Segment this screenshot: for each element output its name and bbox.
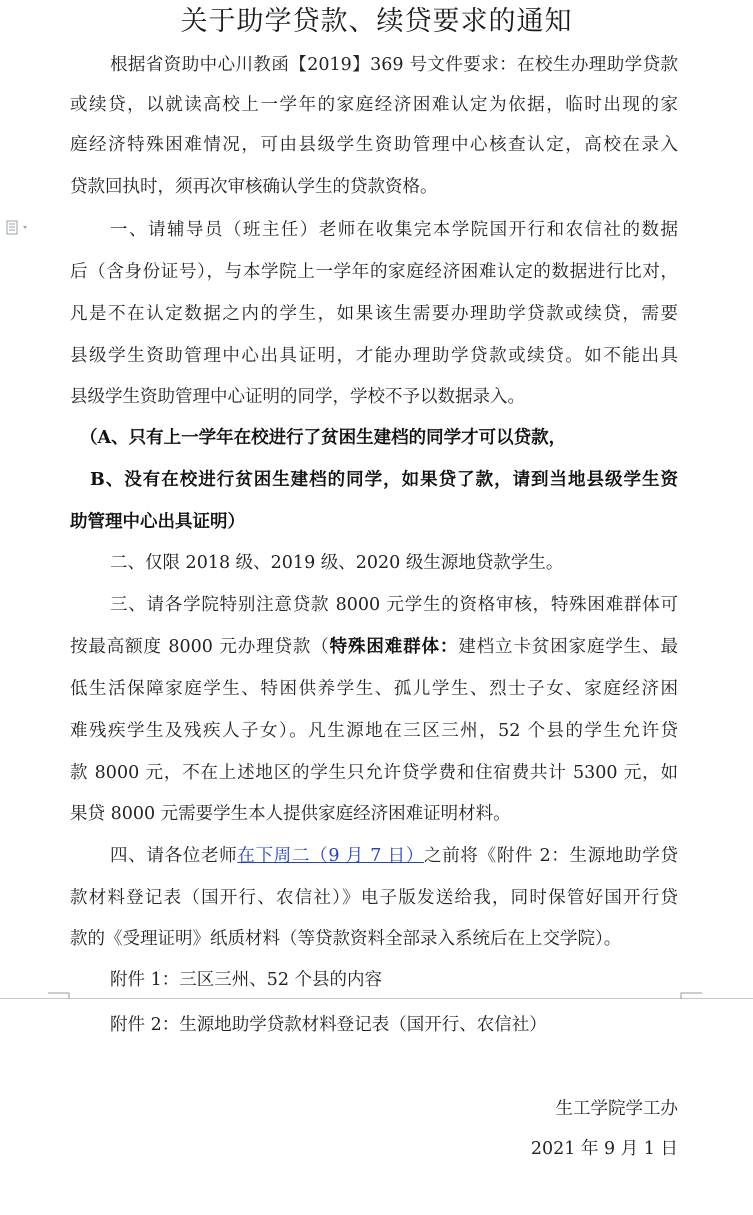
attachment-2: 附件 2：生源地助学贷款材料登记表（国开行、农信社）	[110, 1015, 547, 1035]
paragraph-4-line-2	[70, 632, 678, 662]
paragraph-1-line-4: 贷款回执时，须再次审核确认学生的贷款资格。	[70, 177, 438, 197]
paragraph-5-line-1-rest: 之前将《附件 2：生源地助学贷	[424, 846, 678, 866]
paragraph-2-line-4: 县级学生资助管理中心出具证明，才能办理助学贷款或续贷。如不能出具	[70, 346, 678, 366]
paragraph-4-line-3: 低生活保障家庭学生、特困供养学生、孤儿学生、烈士子女、家庭经济困	[70, 679, 678, 699]
paragraph-2-line-1: 一、请辅导员（班主任）老师在收集完本学院国开行和农信社的数据	[110, 220, 678, 240]
signature: 生工学院学工办	[555, 1099, 678, 1119]
paragraph-1-line-2: 或续贷，以就读高校上一学年的家庭经济困难认定为依据，临时出现的家	[70, 95, 678, 115]
paragraph-4-line-2-rest: 建档立卡贫困家庭学生、最	[458, 637, 678, 657]
deadline-link[interactable]: 在下周二（9 月 7 日）	[237, 846, 425, 866]
paragraph-4-line-2-text: 按最高额度 8000 元办理贷款（	[70, 637, 330, 657]
paragraph-4-line-1: 三、请各学院特别注意贷款 8000 元学生的资格审核，特殊困难群体可	[110, 595, 678, 615]
paragraph-5-line-1	[110, 841, 678, 871]
note-b-line-2: 助管理中心出具证明）	[70, 512, 245, 532]
attachment-1: 附件 1：三区三州、52 个县的内容	[110, 970, 383, 990]
paragraph-5-line-2: 款材料登记表（国开行、农信社）》电子版发送给我，同时保管好国开行贷	[70, 888, 678, 908]
paragraph-4-line-4: 难残疾学生及残疾人子女）。凡生源地在三区三州，52 个县的学生允许贷	[70, 721, 678, 741]
paragraph-2-line-3: 凡是不在认定数据之内的学生，如果该生需要办理助学贷款或续贷，需要	[70, 304, 678, 324]
paragraph-3: 二、仅限 2018 级、2019 级、2020 级生源地贷款学生。	[110, 553, 564, 573]
paragraph-4-line-5: 款 8000 元，不在上述地区的学生只允许贷学费和住宿费共计 5300 元，如	[70, 763, 678, 783]
document-comment-icon[interactable]	[6, 220, 36, 236]
paragraph-5-line-1-text: 四、请各位老师	[110, 846, 238, 866]
paragraph-1-line-3: 庭经济特殊困难情况，可由县级学生资助管理中心核查认定，高校在录入	[70, 135, 678, 155]
special-group-label: 特殊困难群体：	[329, 637, 459, 657]
paragraph-2-line-2: 后（含身份证号），与本学院上一学年的家庭经济困难认定的数据进行比对，	[70, 262, 678, 282]
document-date: 2021 年 9 月 1 日	[530, 1139, 678, 1159]
paragraph-4-line-6: 果贷 8000 元需要学生本人提供家庭经济困难证明材料。	[70, 804, 511, 824]
paragraph-2-line-5: 县级学生资助管理中心证明的同学，学校不予以数据录入。	[70, 387, 525, 407]
page-break-line	[0, 998, 753, 999]
page-title: 关于助学贷款、续贷要求的通知	[180, 6, 573, 37]
page-corner-mark-right	[680, 992, 702, 1000]
note-b-line-1: B、没有在校进行贫困生建档的同学，如果贷了款，请到当地县级学生资	[90, 470, 678, 490]
page-corner-mark-left	[48, 992, 70, 1000]
note-a: （A、只有上一学年在校进行了贫困生建档的同学才可以贷款，	[80, 428, 567, 448]
paragraph-5-line-3: 款的《受理证明》纸质材料（等贷款资料全部录入系统后在上交学院）。	[70, 929, 622, 949]
paragraph-1-line-1: 根据省资助中心川教函【2019】369 号文件要求：在校生办理助学贷款	[110, 55, 678, 75]
